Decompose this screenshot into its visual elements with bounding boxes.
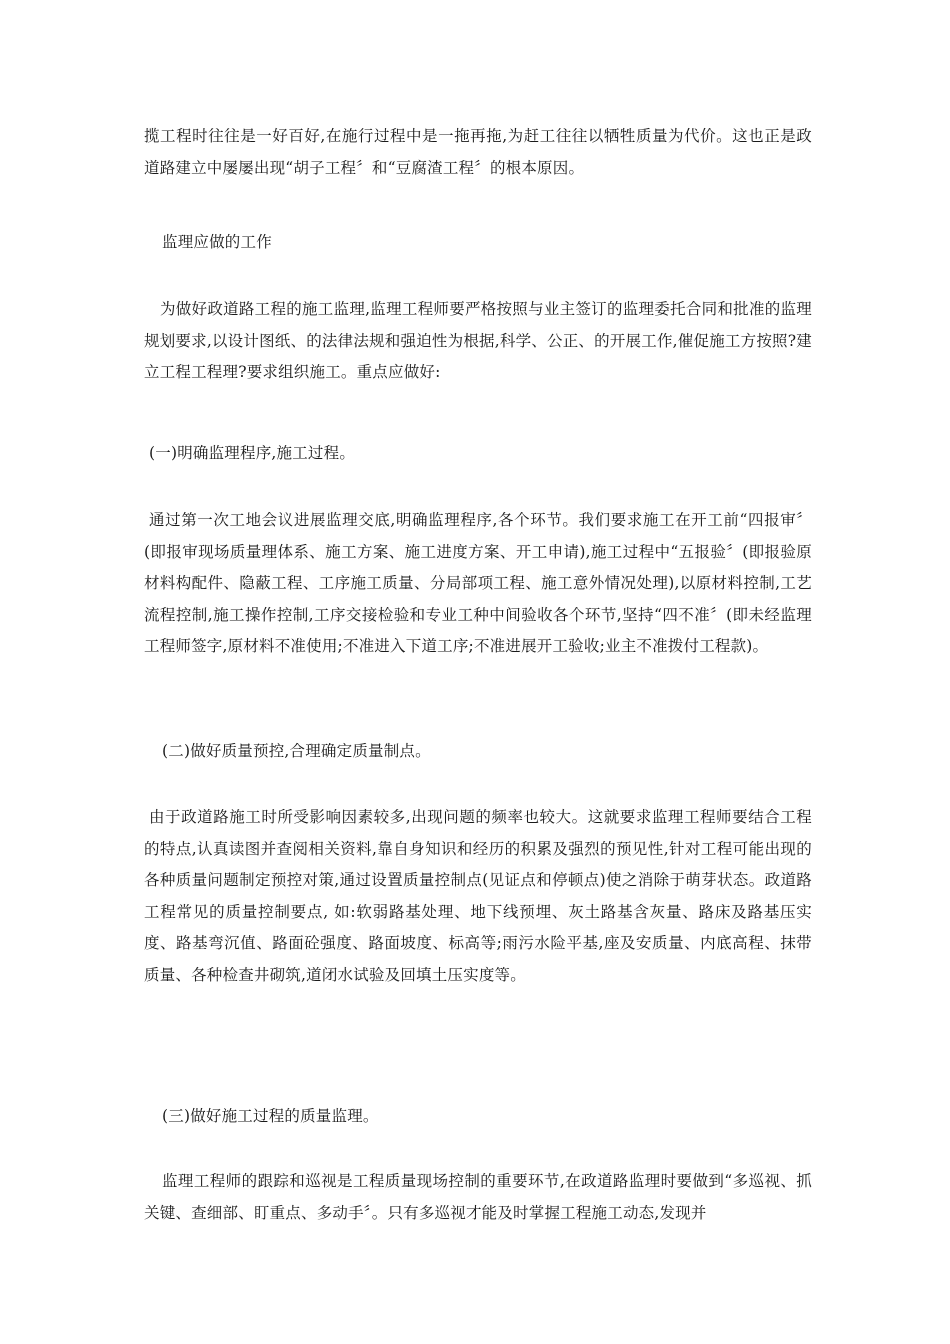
paragraph-intro-continuation: 揽工程时往往是一好百好,在施行过程中是一拖再拖,为赶工往往以牺牲质量为代价。这也正是政道路建立中屡屡出现“胡子工程〞和“豆腐渣工程〞的根本原因。 (144, 127, 812, 177)
heading-section-two: (二)做好质量预控,合理确定质量制点。 (162, 742, 431, 760)
heading-section-three: (三)做好施工过程的质量监理。 (162, 1107, 379, 1125)
paragraph-section-three-body: 监理工程师的跟踪和巡视是工程质量现场控制的重要环节,在政道路监理时要做到“多巡视、抓关键、查细部、盯重点、多动手〞。只有多巡视才能及时掌握工程施工动态,发现并 (144, 1172, 812, 1222)
heading-section-one: (一)明确监理程序,施工过程。 (149, 444, 356, 462)
heading-supervision-work: 监理应做的工作 (162, 233, 272, 251)
paragraph-section-one-body: 通过第一次工地会议进展监理交底,明确监理程序,各个环节。我们要求施工在开工前“四报审〞(即报审现场质量理体系、施工方案、施工进度方案、开工申请),施工过程中“五报验〞(即报验原材料构配件、隐蔽工程、工序施工质量、分局部项工程、施工意外情况处理),以原材料控制,工艺流程控制,施工操作控制,工序交接检验和专业工种中间验收各个环节,坚持“四不准〞(即未经监理工程师签字,原材料不准使用;不准进入下道工序;不准进展开工验收;业主不准拨付工程款)。 (144, 511, 812, 656)
paragraph-section-two-body: 由于政道路施工时所受影响因素较多,出现问题的频率也较大。这就要求监理工程师要结合工程的特点,认真读图并查阅相关资料,靠自身知识和经历的积累及强烈的预见性,针对工程可能出现的各种质量问题制定预控对策,通过设置质量控制点(见证点和停顿点)使之消除于萌芽状态。政道路工程常见的质量控制要点, 如:软弱路基处理、地下线预埋、灰土路基含灰量、路床及路基压实度、路基弯沉值、路面砼强度、路面坡度、标高等;雨污水险平基,座及安质量、内底高程、抹带质量、各种检查井砌筑,道闭水试验及回填土压实度等。 (144, 808, 812, 984)
paragraph-supervision-overview: 为做好政道路工程的施工监理,监理工程师要严格按照与业主签订的监理委托合同和批准的监理规划要求,以设计图纸、的法律法规和强迫性为根据,科学、公正、的开展工作,催促施工方按照?建立工程工程理?要求组织施工。重点应做好: (144, 300, 812, 382)
